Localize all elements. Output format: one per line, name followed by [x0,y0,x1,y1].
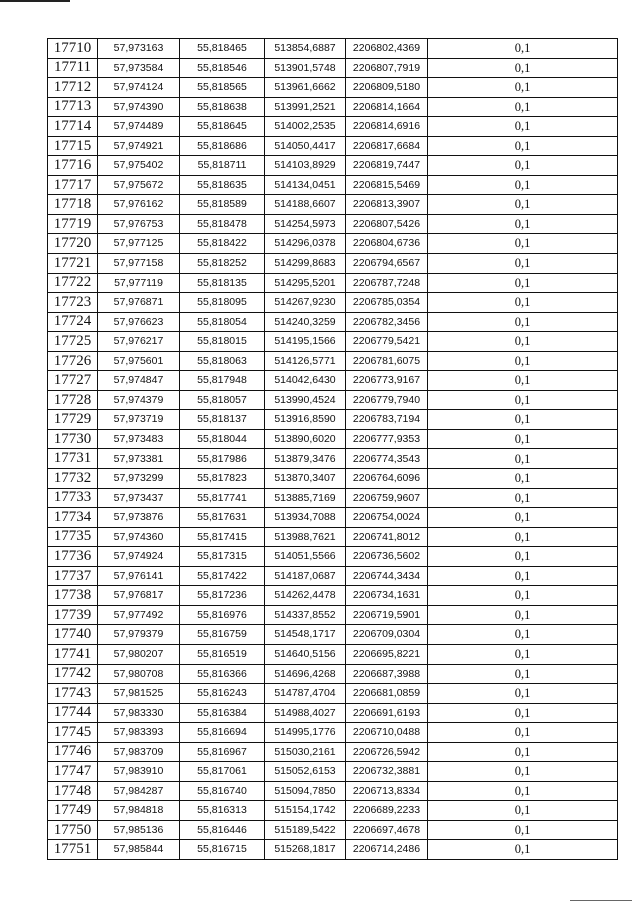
x-coordinate-cell: 514103,8929 [265,156,346,176]
y-coordinate-cell: 2206695,8221 [346,644,428,664]
latitude-cell: 57,976162 [98,195,180,215]
accuracy-cell: 0,1 [428,527,618,547]
x-coordinate-cell: 514051,5566 [265,547,346,567]
table-row [48,117,618,137]
x-coordinate-cell: 513885,7169 [265,488,346,508]
longitude-cell: 55,816446 [180,820,265,840]
point-number-cell: 17742 [48,664,98,684]
point-number-cell: 17713 [48,97,98,117]
accuracy-cell: 0,1 [428,156,618,176]
longitude-cell: 55,818044 [180,429,265,449]
longitude-cell: 55,818135 [180,273,265,293]
y-coordinate-cell: 2206815,5469 [346,175,428,195]
y-coordinate-cell: 2206804,6736 [346,234,428,254]
accuracy-cell: 0,1 [428,195,618,215]
longitude-cell: 55,816759 [180,625,265,645]
longitude-cell: 55,816694 [180,723,265,743]
longitude-cell: 55,818054 [180,312,265,332]
latitude-cell: 57,974489 [98,117,180,137]
accuracy-cell: 0,1 [428,605,618,625]
accuracy-cell: 0,1 [428,820,618,840]
y-coordinate-cell: 2206710,0488 [346,723,428,743]
table-row [48,605,618,625]
accuracy-cell: 0,1 [428,684,618,704]
longitude-cell: 55,818252 [180,254,265,274]
latitude-cell: 57,983709 [98,742,180,762]
accuracy-cell: 0,1 [428,703,618,723]
table-row [48,644,618,664]
table-row [48,781,618,801]
longitude-cell: 55,817823 [180,469,265,489]
point-number-cell: 17723 [48,293,98,313]
accuracy-cell: 0,1 [428,801,618,821]
y-coordinate-cell: 2206782,3456 [346,312,428,332]
point-number-cell: 17716 [48,156,98,176]
point-number-cell: 17718 [48,195,98,215]
table-row [48,390,618,410]
scan-edge-mark-bottom [570,900,632,901]
latitude-cell: 57,977125 [98,234,180,254]
table-row [48,625,618,645]
accuracy-cell: 0,1 [428,762,618,782]
y-coordinate-cell: 2206809,5180 [346,78,428,98]
latitude-cell: 57,974921 [98,136,180,156]
point-number-cell: 17721 [48,254,98,274]
accuracy-cell: 0,1 [428,273,618,293]
point-number-cell: 17727 [48,371,98,391]
x-coordinate-cell: 513870,3407 [265,469,346,489]
longitude-cell: 55,818635 [180,175,265,195]
x-coordinate-cell: 513991,2521 [265,97,346,117]
point-number-cell: 17722 [48,273,98,293]
point-number-cell: 17746 [48,742,98,762]
longitude-cell: 55,816366 [180,664,265,684]
longitude-cell: 55,816519 [180,644,265,664]
x-coordinate-cell: 514254,5973 [265,214,346,234]
table-row [48,527,618,547]
x-coordinate-cell: 513988,7621 [265,527,346,547]
point-number-cell: 17732 [48,469,98,489]
latitude-cell: 57,976871 [98,293,180,313]
table-row [48,801,618,821]
x-coordinate-cell: 514995,1776 [265,723,346,743]
accuracy-cell: 0,1 [428,254,618,274]
y-coordinate-cell: 2206681,0859 [346,684,428,704]
latitude-cell: 57,975402 [98,156,180,176]
x-coordinate-cell: 513901,5748 [265,58,346,78]
point-number-cell: 17715 [48,136,98,156]
table-row [48,312,618,332]
latitude-cell: 57,980207 [98,644,180,664]
longitude-cell: 55,817986 [180,449,265,469]
longitude-cell: 55,818711 [180,156,265,176]
latitude-cell: 57,973299 [98,469,180,489]
x-coordinate-cell: 515189,5422 [265,820,346,840]
latitude-cell: 57,974360 [98,527,180,547]
point-number-cell: 17714 [48,117,98,137]
accuracy-cell: 0,1 [428,39,618,59]
table-row [48,684,618,704]
table-row [48,195,618,215]
longitude-cell: 55,817948 [180,371,265,391]
point-number-cell: 17719 [48,214,98,234]
x-coordinate-cell: 514337,8552 [265,605,346,625]
longitude-cell: 55,816976 [180,605,265,625]
table-row [48,332,618,352]
point-number-cell: 17743 [48,684,98,704]
longitude-cell: 55,818137 [180,410,265,430]
accuracy-cell: 0,1 [428,234,618,254]
y-coordinate-cell: 2206709,0304 [346,625,428,645]
y-coordinate-cell: 2206687,3988 [346,664,428,684]
longitude-cell: 55,817061 [180,762,265,782]
x-coordinate-cell: 513990,4524 [265,390,346,410]
latitude-cell: 57,973437 [98,488,180,508]
y-coordinate-cell: 2206773,9167 [346,371,428,391]
y-coordinate-cell: 2206787,7248 [346,273,428,293]
y-coordinate-cell: 2206714,2486 [346,840,428,860]
table-row [48,410,618,430]
table-row [48,214,618,234]
x-coordinate-cell: 514267,9230 [265,293,346,313]
point-number-cell: 17741 [48,644,98,664]
latitude-cell: 57,979379 [98,625,180,645]
table-row [48,508,618,528]
x-coordinate-cell: 514042,6430 [265,371,346,391]
coordinates-table [47,38,618,860]
table-row [48,566,618,586]
table-row [48,136,618,156]
y-coordinate-cell: 2206807,7919 [346,58,428,78]
x-coordinate-cell: 515268,1817 [265,840,346,860]
point-number-cell: 17712 [48,78,98,98]
latitude-cell: 57,973719 [98,410,180,430]
point-number-cell: 17737 [48,566,98,586]
y-coordinate-cell: 2206719,5901 [346,605,428,625]
table-row [48,371,618,391]
table-row [48,547,618,567]
latitude-cell: 57,981525 [98,684,180,704]
table-row [48,449,618,469]
coordinates-table-body [48,39,618,860]
table-row [48,488,618,508]
latitude-cell: 57,984287 [98,781,180,801]
accuracy-cell: 0,1 [428,312,618,332]
y-coordinate-cell: 2206774,3543 [346,449,428,469]
y-coordinate-cell: 2206781,6075 [346,351,428,371]
x-coordinate-cell: 514696,4268 [265,664,346,684]
x-coordinate-cell: 515154,1742 [265,801,346,821]
accuracy-cell: 0,1 [428,840,618,860]
y-coordinate-cell: 2206814,6916 [346,117,428,137]
x-coordinate-cell: 514187,0687 [265,566,346,586]
latitude-cell: 57,973876 [98,508,180,528]
point-number-cell: 17745 [48,723,98,743]
longitude-cell: 55,818478 [180,214,265,234]
accuracy-cell: 0,1 [428,390,618,410]
y-coordinate-cell: 2206783,7194 [346,410,428,430]
longitude-cell: 55,816967 [180,742,265,762]
table-row [48,97,618,117]
point-number-cell: 17711 [48,58,98,78]
accuracy-cell: 0,1 [428,449,618,469]
point-number-cell: 17734 [48,508,98,528]
longitude-cell: 55,818546 [180,58,265,78]
longitude-cell: 55,816243 [180,684,265,704]
x-coordinate-cell: 513916,8590 [265,410,346,430]
point-number-cell: 17736 [48,547,98,567]
accuracy-cell: 0,1 [428,547,618,567]
latitude-cell: 57,985844 [98,840,180,860]
point-number-cell: 17749 [48,801,98,821]
table-row [48,762,618,782]
accuracy-cell: 0,1 [428,332,618,352]
latitude-cell: 57,974379 [98,390,180,410]
accuracy-cell: 0,1 [428,117,618,137]
accuracy-cell: 0,1 [428,723,618,743]
y-coordinate-cell: 2206807,5426 [346,214,428,234]
x-coordinate-cell: 515094,7850 [265,781,346,801]
longitude-cell: 55,817631 [180,508,265,528]
table-row [48,254,618,274]
latitude-cell: 57,975672 [98,175,180,195]
table-row [48,175,618,195]
y-coordinate-cell: 2206689,2233 [346,801,428,821]
x-coordinate-cell: 514787,4704 [265,684,346,704]
table-row [48,156,618,176]
latitude-cell: 57,973483 [98,429,180,449]
latitude-cell: 57,983910 [98,762,180,782]
y-coordinate-cell: 2206779,7940 [346,390,428,410]
longitude-cell: 55,818638 [180,97,265,117]
accuracy-cell: 0,1 [428,371,618,391]
accuracy-cell: 0,1 [428,214,618,234]
x-coordinate-cell: 514188,6607 [265,195,346,215]
y-coordinate-cell: 2206802,4369 [346,39,428,59]
longitude-cell: 55,818015 [180,332,265,352]
latitude-cell: 57,977492 [98,605,180,625]
point-number-cell: 17717 [48,175,98,195]
longitude-cell: 55,817422 [180,566,265,586]
latitude-cell: 57,977158 [98,254,180,274]
x-coordinate-cell: 513854,6887 [265,39,346,59]
point-number-cell: 17748 [48,781,98,801]
y-coordinate-cell: 2206691,6193 [346,703,428,723]
y-coordinate-cell: 2206814,1664 [346,97,428,117]
latitude-cell: 57,974847 [98,371,180,391]
accuracy-cell: 0,1 [428,293,618,313]
accuracy-cell: 0,1 [428,488,618,508]
accuracy-cell: 0,1 [428,644,618,664]
x-coordinate-cell: 514299,8683 [265,254,346,274]
point-number-cell: 17739 [48,605,98,625]
point-number-cell: 17725 [48,332,98,352]
point-number-cell: 17735 [48,527,98,547]
latitude-cell: 57,984818 [98,801,180,821]
table-row [48,273,618,293]
longitude-cell: 55,818422 [180,234,265,254]
x-coordinate-cell: 514050,4417 [265,136,346,156]
table-row [48,429,618,449]
x-coordinate-cell: 514195,1566 [265,332,346,352]
latitude-cell: 57,974390 [98,97,180,117]
point-number-cell: 17750 [48,820,98,840]
latitude-cell: 57,973381 [98,449,180,469]
accuracy-cell: 0,1 [428,469,618,489]
latitude-cell: 57,977119 [98,273,180,293]
table-row [48,351,618,371]
x-coordinate-cell: 514240,3259 [265,312,346,332]
longitude-cell: 55,818063 [180,351,265,371]
accuracy-cell: 0,1 [428,410,618,430]
y-coordinate-cell: 2206794,6567 [346,254,428,274]
x-coordinate-cell: 514262,4478 [265,586,346,606]
x-coordinate-cell: 513934,7088 [265,508,346,528]
table-row [48,293,618,313]
latitude-cell: 57,973584 [98,58,180,78]
latitude-cell: 57,983330 [98,703,180,723]
point-number-cell: 17731 [48,449,98,469]
accuracy-cell: 0,1 [428,175,618,195]
x-coordinate-cell: 514295,5201 [265,273,346,293]
accuracy-cell: 0,1 [428,508,618,528]
longitude-cell: 55,817315 [180,547,265,567]
longitude-cell: 55,816740 [180,781,265,801]
latitude-cell: 57,975601 [98,351,180,371]
longitude-cell: 55,816384 [180,703,265,723]
longitude-cell: 55,816715 [180,840,265,860]
x-coordinate-cell: 513890,6020 [265,429,346,449]
longitude-cell: 55,818565 [180,78,265,98]
y-coordinate-cell: 2206817,6684 [346,136,428,156]
table-row [48,234,618,254]
y-coordinate-cell: 2206754,0024 [346,508,428,528]
x-coordinate-cell: 515030,2161 [265,742,346,762]
table-row [48,39,618,59]
x-coordinate-cell: 514126,5771 [265,351,346,371]
scan-edge-mark [0,0,70,2]
point-number-cell: 17744 [48,703,98,723]
latitude-cell: 57,976141 [98,566,180,586]
x-coordinate-cell: 514134,0451 [265,175,346,195]
y-coordinate-cell: 2206777,9353 [346,429,428,449]
latitude-cell: 57,983393 [98,723,180,743]
y-coordinate-cell: 2206697,4678 [346,820,428,840]
accuracy-cell: 0,1 [428,136,618,156]
point-number-cell: 17724 [48,312,98,332]
accuracy-cell: 0,1 [428,781,618,801]
y-coordinate-cell: 2206741,8012 [346,527,428,547]
point-number-cell: 17720 [48,234,98,254]
y-coordinate-cell: 2206785,0354 [346,293,428,313]
y-coordinate-cell: 2206713,8334 [346,781,428,801]
latitude-cell: 57,976753 [98,214,180,234]
latitude-cell: 57,976817 [98,586,180,606]
y-coordinate-cell: 2206726,5942 [346,742,428,762]
table-row [48,58,618,78]
longitude-cell: 55,817236 [180,586,265,606]
point-number-cell: 17730 [48,429,98,449]
accuracy-cell: 0,1 [428,586,618,606]
accuracy-cell: 0,1 [428,97,618,117]
accuracy-cell: 0,1 [428,351,618,371]
x-coordinate-cell: 514548,1717 [265,625,346,645]
x-coordinate-cell: 514640,5156 [265,644,346,664]
latitude-cell: 57,976623 [98,312,180,332]
point-number-cell: 17729 [48,410,98,430]
x-coordinate-cell: 513879,3476 [265,449,346,469]
longitude-cell: 55,817741 [180,488,265,508]
point-number-cell: 17751 [48,840,98,860]
table-row [48,469,618,489]
latitude-cell: 57,973163 [98,39,180,59]
point-number-cell: 17710 [48,39,98,59]
table-row [48,703,618,723]
accuracy-cell: 0,1 [428,664,618,684]
y-coordinate-cell: 2206779,5421 [346,332,428,352]
table-row [48,664,618,684]
point-number-cell: 17738 [48,586,98,606]
point-number-cell: 17740 [48,625,98,645]
latitude-cell: 57,974124 [98,78,180,98]
latitude-cell: 57,974924 [98,547,180,567]
y-coordinate-cell: 2206764,6096 [346,469,428,489]
table-row [48,78,618,98]
accuracy-cell: 0,1 [428,58,618,78]
accuracy-cell: 0,1 [428,625,618,645]
y-coordinate-cell: 2206732,3881 [346,762,428,782]
table-row [48,723,618,743]
latitude-cell: 57,980708 [98,664,180,684]
y-coordinate-cell: 2206734,1631 [346,586,428,606]
longitude-cell: 55,818465 [180,39,265,59]
longitude-cell: 55,818057 [180,390,265,410]
point-number-cell: 17733 [48,488,98,508]
latitude-cell: 57,985136 [98,820,180,840]
latitude-cell: 57,976217 [98,332,180,352]
x-coordinate-cell: 515052,6153 [265,762,346,782]
x-coordinate-cell: 514002,2535 [265,117,346,137]
longitude-cell: 55,817415 [180,527,265,547]
y-coordinate-cell: 2206813,3907 [346,195,428,215]
accuracy-cell: 0,1 [428,429,618,449]
accuracy-cell: 0,1 [428,566,618,586]
table-row [48,820,618,840]
y-coordinate-cell: 2206744,3434 [346,566,428,586]
accuracy-cell: 0,1 [428,742,618,762]
point-number-cell: 17726 [48,351,98,371]
point-number-cell: 17747 [48,762,98,782]
point-number-cell: 17728 [48,390,98,410]
longitude-cell: 55,818645 [180,117,265,137]
table-row [48,742,618,762]
longitude-cell: 55,818095 [180,293,265,313]
accuracy-cell: 0,1 [428,78,618,98]
y-coordinate-cell: 2206819,7447 [346,156,428,176]
longitude-cell: 55,816313 [180,801,265,821]
y-coordinate-cell: 2206759,9607 [346,488,428,508]
table-row [48,840,618,860]
y-coordinate-cell: 2206736,5602 [346,547,428,567]
x-coordinate-cell: 514296,0378 [265,234,346,254]
table-row [48,586,618,606]
longitude-cell: 55,818589 [180,195,265,215]
x-coordinate-cell: 514988,4027 [265,703,346,723]
x-coordinate-cell: 513961,6662 [265,78,346,98]
longitude-cell: 55,818686 [180,136,265,156]
